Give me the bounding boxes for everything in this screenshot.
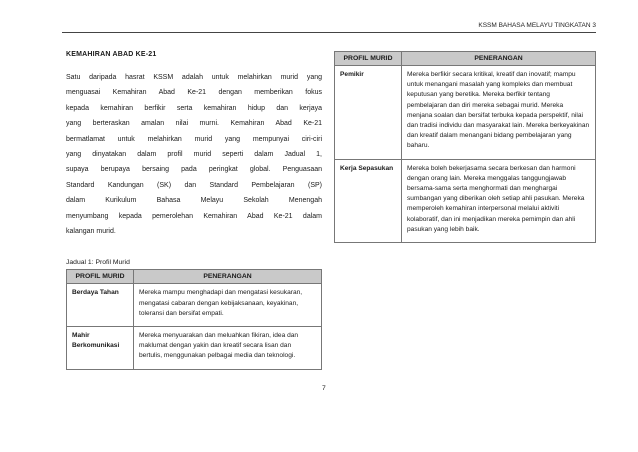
page-number: 7 xyxy=(322,385,326,392)
profile-name: Kerja Sepasukan xyxy=(335,159,402,242)
paragraph-line: bermatlamat untuk melahirkan murid yang mempunyai ciri-ciri xyxy=(66,135,322,143)
left-column xyxy=(66,51,322,370)
paragraph-line: menyumbang kepada pemerolehan Kemahiran Abad Ke-21 dalam xyxy=(66,212,322,220)
profile-table-right xyxy=(334,51,596,243)
paragraph-line: Satu daripada hasrat KSSM adalah untuk melahirkan murid yang xyxy=(66,74,322,81)
table-header-row xyxy=(67,270,322,284)
column-header-penerangan: PENERANGAN xyxy=(402,52,596,66)
profile-name: Berdaya Tahan xyxy=(67,284,134,327)
section-title: KEMAHIRAN ABAD KE-21 xyxy=(66,51,157,58)
column-header-profil: PROFIL MURID xyxy=(335,52,402,66)
table-row xyxy=(335,66,596,160)
table-row xyxy=(335,159,596,242)
paragraph-line: kepada kemahiran berfikir serta kemahiran hidup dan kerjaya xyxy=(66,104,322,112)
profile-name: Mahir Berkomunikasi xyxy=(67,327,134,370)
right-column xyxy=(334,51,596,243)
column-header-penerangan: PENERANGAN xyxy=(134,270,322,284)
header-divider xyxy=(62,32,596,33)
profile-description: Mereka menyuarakan dan meluahkan fikiran, idea dan maklumat dengan yakin dan kreatif secara lisan dan bertulis, menggunakan pelbagai media dan teknologi. xyxy=(134,327,322,370)
paragraph-line: Standard Kandungan (SK) dan Standard Pembelajaran (SP) xyxy=(66,181,322,189)
paragraph-line: supaya berupaya bersaing pada peringkat global. Penguasaan xyxy=(66,166,322,174)
profile-description: Mereka berfikir secara kritikal, kreatif dan inovatif; mampu untuk menangani masalah yang kompleks dan membuat keputusan yang beretika. Mereka berfikir tentang pembelajaran dan diri mereka sebagai murid. Mereka menjana soalan dan bersifat terbuka kepada perspektif, nilai dan tradisi individu dan masyarakat lain. Mereka berkeyakinan dan kreatif dalam menangani bidang pembelajaran yang baharu. xyxy=(402,66,596,160)
table-header-row xyxy=(335,52,596,66)
paragraph-line: yang dinyatakan dalam profil murid seperti dalam Jadual 1, xyxy=(66,151,322,159)
table-row xyxy=(67,327,322,370)
section-paragraph xyxy=(66,70,322,239)
page-header: KSSM BAHASA MELAYU TINGKATAN 3 xyxy=(478,22,596,29)
profile-description: Mereka boleh bekerjasama secara berkesan dan harmoni dengan orang lain. Mereka menggalas tanggungjawab bersama-sama serta menghormati dan menghargai sumbangan yang diberikan oleh setiap ahli pasukan. Mereka memperoleh kemahiran interpersonal melalui aktiviti kolaboratif, dan ini menjadikan mereka pemimpin dan ahli pasukan yang lebih baik. xyxy=(402,159,596,242)
paragraph-line: dalam Kurikulum Bahasa Melayu Sekolah Menengah xyxy=(66,197,322,205)
table-caption: Jadual 1: Profil Murid xyxy=(66,259,130,267)
paragraph-line: kalangan murid. xyxy=(66,228,116,236)
paragraph-line: yang berteraskan amalan nilai murni. Kemahiran Abad Ke-21 xyxy=(66,120,322,128)
profile-description: Mereka mampu menghadapi dan mengatasi kesukaran, mengatasi cabaran dengan kebijaksanaan, keyakinan, toleransi dan bersifat empati. xyxy=(134,284,322,327)
profile-name: Pemikir xyxy=(335,66,402,160)
table-row xyxy=(67,284,322,327)
profile-table-left xyxy=(66,269,322,369)
paragraph-line: menguasai Kemahiran Abad Ke-21 dengan memberikan fokus xyxy=(66,89,322,97)
column-header-profil: PROFIL MURID xyxy=(67,270,134,284)
